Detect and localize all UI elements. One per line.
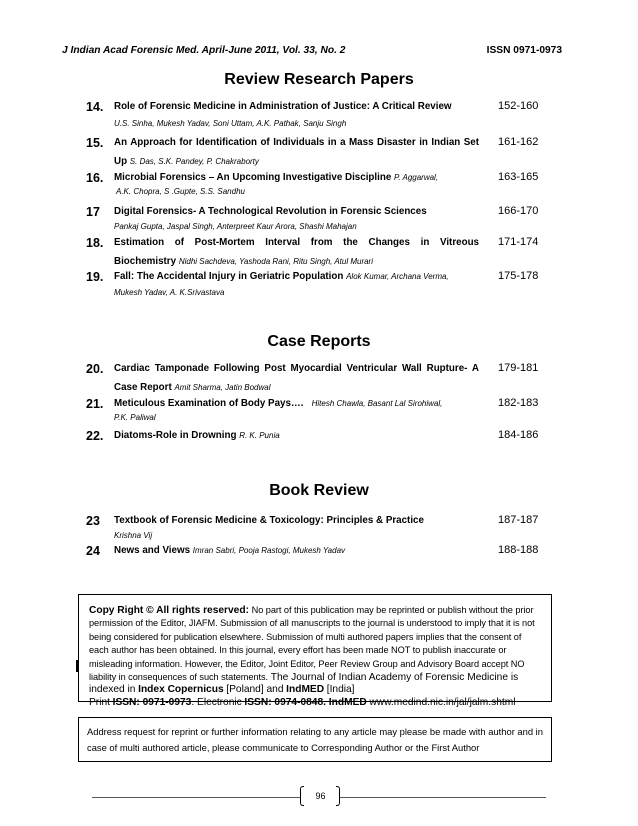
entry-pages: 175-178 [498,270,539,282]
indmed: IndMED [286,684,325,696]
electronic-issn: ISSN: 0974-0848. IndMED [244,696,367,708]
entry-pages: 188-188 [498,544,539,556]
running-header [62,45,562,56]
entry-title: An Approach for Identification of Individuals in a Mass Disaster in Indian Set Up S. Das, S.K. Pandey, P. Chakraborty [114,137,479,167]
entry-title: Microbial Forensics – An Upcoming Investigative Discipline P. Aggarwal, [114,172,439,183]
entry-authors: Pankaj Gupta, Jaspal Singh, Anterpreet Kaur Arora, Shashi Mahajan [114,222,357,231]
entry-authors: P.K. Paliwal [114,413,156,422]
copyright-notice [78,594,552,708]
reprint-address-notice: Address request for reprint or further information relating to any article may please be made with author and in case of multi authored article, please communicate to Corresponding Author or the First Author [78,717,552,762]
entry-number: 21. [86,397,104,411]
entry-authors: Krishna Vij [114,531,153,540]
copyright-label: Copy Right © All rights reserved: [89,605,249,616]
journal-citation: J Indian Acad Forensic Med. April-June 2011, Vol. 33, No. 2 [62,45,346,56]
entry-title: Meticulous Examination of Body Pays…. Hitesh Chawla, Basant Lal Sirohiwal, [114,398,443,409]
entry-number: 22. [86,429,104,443]
entry-pages: 187-187 [498,514,539,526]
footer-rule-left [92,797,300,798]
entry-title: Textbook of Forensic Medicine & Toxicology: Principles & Practice [114,515,424,526]
copyright-text: No part of this publication may be reprinted or publish without the prior permission of the Editor, JIAFM. Submission of all manuscripts to the journal is understood to imply that it is not being considered for publication elsewhere. Submission of multi authored papers implies that the consent of each author has been obtained. In this journal, every effort has been made NOT to publish inaccurate or misleading information. However, the Editor, Joint Editor, Peer Review Group and Advisory Board accept NO liability in consequences of such statements. [89,605,535,683]
page-bracket-left [300,786,304,806]
entry-authors: S. Das, S.K. Pandey, P. Chakraborty [129,157,259,166]
indmed-location: [India] [326,684,355,696]
section-title-case-reports: Case Reports [267,333,371,350]
entry-number: 18. [86,236,104,250]
entry-title: Diatoms-Role in Drowning R. K. Punia [114,430,280,441]
entry-number: 15. [86,136,104,150]
entry-title: Digital Forensics- A Technological Revolution in Forensic Sciences [114,206,427,217]
entry-number: 17 [86,205,100,219]
entry-title: News and Views Imran Sabri, Pooja Rastogi, Mukesh Yadav [114,545,346,556]
journal-url[interactable]: www.medind.nic.in/jal/jalm.shtml [369,696,516,708]
entry-number: 23 [86,514,100,528]
print-issn: ISSN: 0971-0973 [112,696,192,708]
entry-authors-inline: Hitesh Chawla, Basant Lal Sirohiwal, [311,399,443,408]
entry-authors-inline: P. Aggarwal, [394,173,439,182]
entry-number: 19. [86,270,104,284]
issn-label: ISSN 0971-0973 [486,45,562,56]
section-title-review: Review Research Papers [224,71,414,88]
entry-authors: Nidhi Sachdeva, Yashoda Rani, Ritu Singh, Atul Murari [178,257,373,266]
electronic-label: . Electronic [191,696,242,708]
index-copernicus-location: [Poland] and [226,684,284,696]
entry-number: 14. [86,100,104,114]
index-copernicus: Index Copernicus [138,684,224,696]
entry-authors: Mukesh Yadav, A. K.Srivastava [114,288,225,297]
section-title-book-review: Book Review [269,482,369,499]
entry-authors: U.S. Sinha, Mukesh Yadav, Soni Uttam, A.K. Pathak, Sanju Singh [114,119,347,128]
entry-pages: 166-170 [498,205,539,217]
footer-rule-right [340,797,546,798]
indexing-text: The Journal of Indian Academy of Forensic Medicine is indexed in [89,672,519,696]
page-number: 96 [315,791,326,801]
entry-title: Fall: The Accidental Injury in Geriatric Population Alok Kumar, Archana Verma, [114,271,449,282]
entry-title: Estimation of Post-Mortem Interval from the Changes in Vitreous Biochemistry Nidhi Sachdeva, Yashoda Rani, Ritu Singh, Atul Murari [114,237,479,267]
entry-pages: 163-165 [498,171,539,183]
entry-pages: 184-186 [498,429,539,441]
entry-pages: 179-181 [498,362,539,374]
entry-number: 24 [86,544,100,558]
entry-title: Cardiac Tamponade Following Post Myocardial Ventricular Wall Rupture- A Case Report Amit Sharma, Jatin Bodwal [114,363,479,393]
entry-title: Role of Forensic Medicine in Administration of Justice: A Critical Review [114,101,452,112]
entry-pages: 182-183 [498,397,539,409]
entry-pages: 171-174 [498,236,539,248]
entry-authors: A.K. Chopra, S .Gupte, S.S. Sandhu [116,187,245,196]
entry-number: 16. [86,171,104,185]
entry-authors: Amit Sharma, Jatin Bodwal [174,383,271,392]
entry-authors-inline: Alok Kumar, Archana Verma, [346,272,449,281]
entry-authors: R. K. Punia [239,431,280,440]
entry-authors: Imran Sabri, Pooja Rastogi, Mukesh Yadav [192,546,346,555]
print-label: Print [89,696,110,708]
entry-pages: 161-162 [498,136,539,148]
page-bracket-right [336,786,340,806]
entry-number: 20. [86,362,104,376]
entry-pages: 152-160 [498,100,539,112]
